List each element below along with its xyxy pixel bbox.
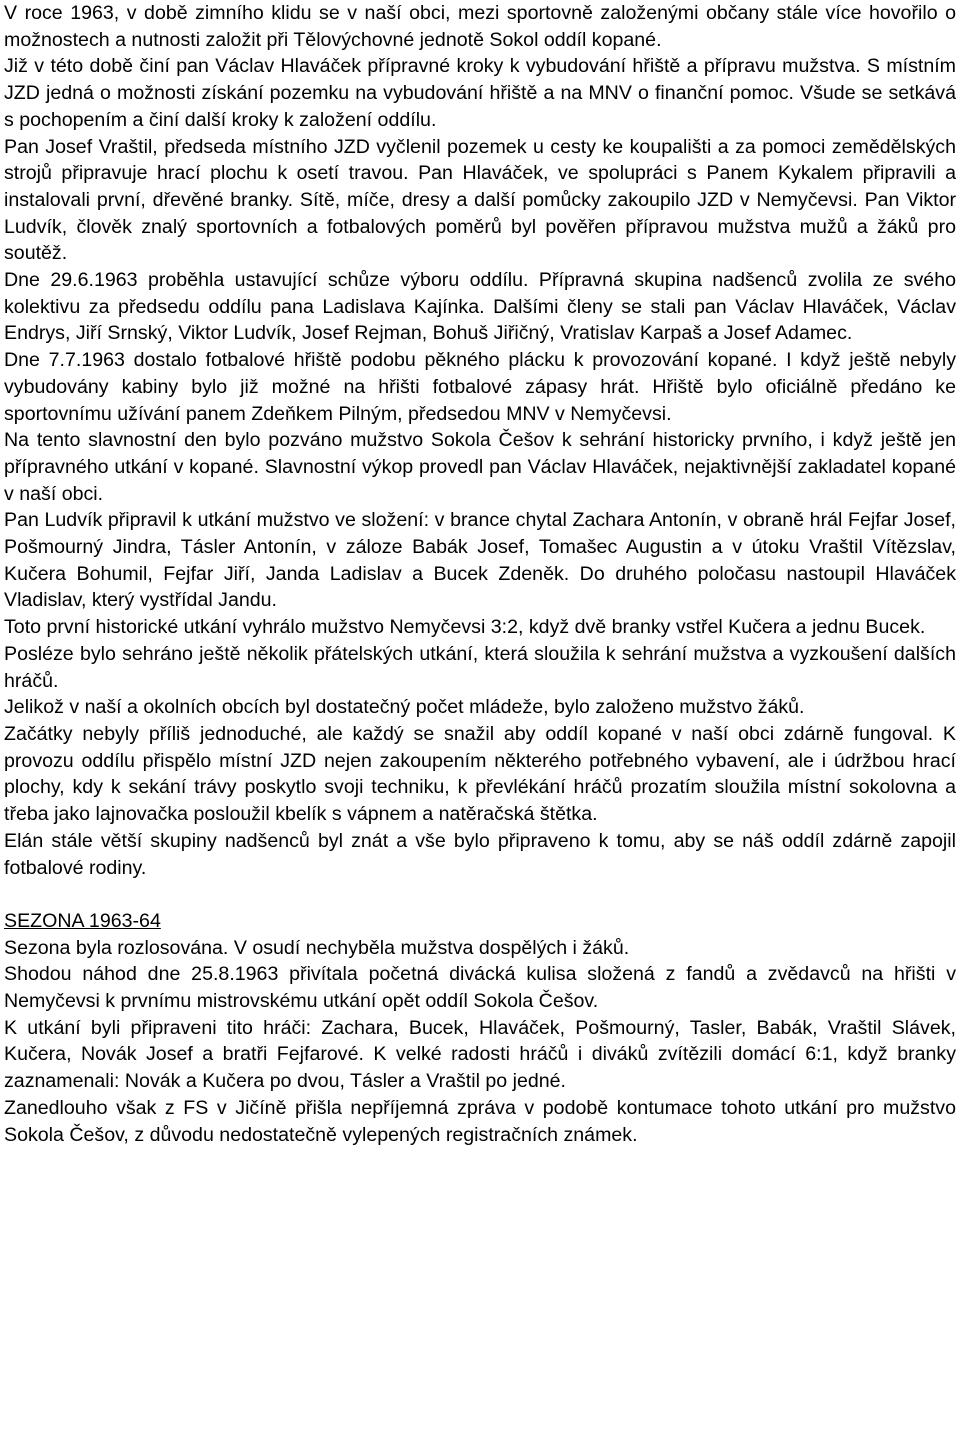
paragraph-season-draw: Sezona byla rozlosována. V osudí nechyběla mužstva dospělých i žáků. (4, 936, 630, 959)
paragraph-spacer (4, 881, 956, 908)
paragraph-first-league-match: Shodou náhod dne 25.8.1963 přivítala početná divácká kulisa složená z fandů a zvědavců na hřišti v Nemyčevsi k prvnímu mistrovskému utkání opět oddíl Sokola Češov. (4, 963, 956, 1012)
paragraph-league-lineup: K utkání byli připraveni tito hráči: Zachara, Bucek, Hlaváček, Pošmourný, Tasler, Babák, Vraštil Slávek, Kučera, Novák Josef a bratři Fejfarové. K velké radosti hráčů i diváků zvítězili domácí 6:1, když branky zaznamenali: Novák a Kučera po dvou, Tásler a Vraštil po jedné. (4, 1016, 956, 1093)
paragraph-vrastil-pitch: Pan Josef Vraštil, předseda místního JZD vyčlenil pozemek u cesty ke koupališti a za pomoci zemědělských strojů připravuje hrací plochu k osetí travou. Pan Hlaváček, ve spolupráci s Panem Kykalem připravili a instalovali první, dřevěné branky. Sítě, míče, dresy a další pomůcky zakoupilo JZD v Nemyčevsi. Pan Viktor Ludvík, člověk znalý sportovních a fotbalových poměrů byl pověřen přípravou mužstva mužů a žáků pro soutěž. (4, 135, 956, 265)
paragraph-lineup: Pan Ludvík připravil k utkání mužstvo ve složení: v brance chytal Zachara Antonín, v obraně hrál Fejfar Josef, Pošmourný Jindra, Tásler Antonín, v záloze Babák Josef, Tomašec Augustin a v útoku Vraštil Vítězslav, Kučera Bohumil, Fejfar Jiří, Janda Ladislav a Bucek Zdeněk. Do druhého poločasu nastoupil Hlaváček Vladislav, který vystřídal Jandu. (4, 509, 956, 612)
paragraph-pitch-opening: Dne 7.7.1963 dostalo fotbalové hřiště podobu pěkného plácku k provozování kopané. I když ještě nebyly vybudovány kabiny bylo již možné na hřišti fotbalové zápasy hrát. Hřiště bylo oficiálně předáno ke sportovnímu užívání panem Zdeňkem Pilným, předsedou MNV v Nemyčevsi. (4, 349, 956, 425)
document-page (4, 0, 956, 1148)
paragraph-founding-meeting: Dne 29.6.1963 proběhla ustavující schůze výboru oddílu. Přípravná skupina nadšenců zvolila ze svého kolektivu za předsedu oddílu pana Ladislava Kajínka. Dalšími členy se stali pan Václav Hlaváček, Václav Endrys, Jiří Srnský, Viktor Ludvík, Josef Rejman, Bohuš Jiřičný, Vratislav Karpaš a Josef Adamec. (4, 269, 956, 345)
paragraph-first-match-invite: Na tento slavnostní den bylo pozváno mužstvo Sokola Češov k sehrání historicky prvního, i když ještě jen přípravného utkání v kopané. Slavnostní výkop provedl pan Václav Hlaváček, nejaktivnější zakladatel kopané v naší obci. (4, 429, 956, 505)
paragraph-first-result: Toto první historické utkání vyhrálo mužstvo Nemyčevsi 3:2, když dvě branky vstřel Kučera a jednu Bucek. (4, 616, 926, 639)
paragraph-hlavacek-preparations: Již v této době činí pan Václav Hlaváček přípravné kroky k vybudování hřiště a přípravu mužstva. S místním JZD jedná o možnosti získání pozemku na vybudování hřiště a na MNV o finanční pomoc. Všude se setkává s pochopením a činí další kroky k založení oddílu. (4, 55, 956, 131)
paragraph-forfeit: Zanedlouho však z FS v Jičíně přišla nepříjemná zpráva v podobě kontumace tohoto utkání pro mužstvo Sokola Češov, z důvodu nedostatečně vylepených registračních známek. (4, 1096, 956, 1146)
paragraph-beginnings: Začátky nebyly příliš jednoduché, ale každý se snažil aby oddíl kopané v naší obci zdárně fungoval. K provozu oddílu přispělo místní JZD nejen zakoupením některého potřebného vybavení, ale i údržbou hrací plochy, kdy k sekání trávy poskytlo svoji techniku, k převlékání hráčů prozatím sloužila místní sokolovna a třeba jako lajnovačka posloužil kbelík s vápnem a natěračská štětka. (4, 722, 956, 826)
paragraph-enthusiasm: Elán stále větší skupiny nadšenců byl znát a vše bylo připraveno k tomu, aby se náš oddíl zdárně zapojil fotbalové rodiny. (4, 829, 956, 879)
paragraph-winter-1963: V roce 1963, v době zimního klidu se v naší obci, mezi sportovně založenými občany stále více hovořilo o možnostech a nutnosti založit při Tělovýchovné jednotě Sokol oddíl kopané. (4, 2, 956, 51)
paragraph-youth-team: Jelikož v naší a okolních obcích byl dostatečný počet mládeže, bylo založeno mužstvo žáků. (4, 696, 805, 719)
section-heading: SEZONA 1963-64 (4, 909, 161, 932)
paragraph-friendly-matches: Posléze bylo sehráno ještě několik přátelských utkání, která sloužila k sehrání mužstva a vyzkoušení dalších hráčů. (4, 642, 956, 692)
